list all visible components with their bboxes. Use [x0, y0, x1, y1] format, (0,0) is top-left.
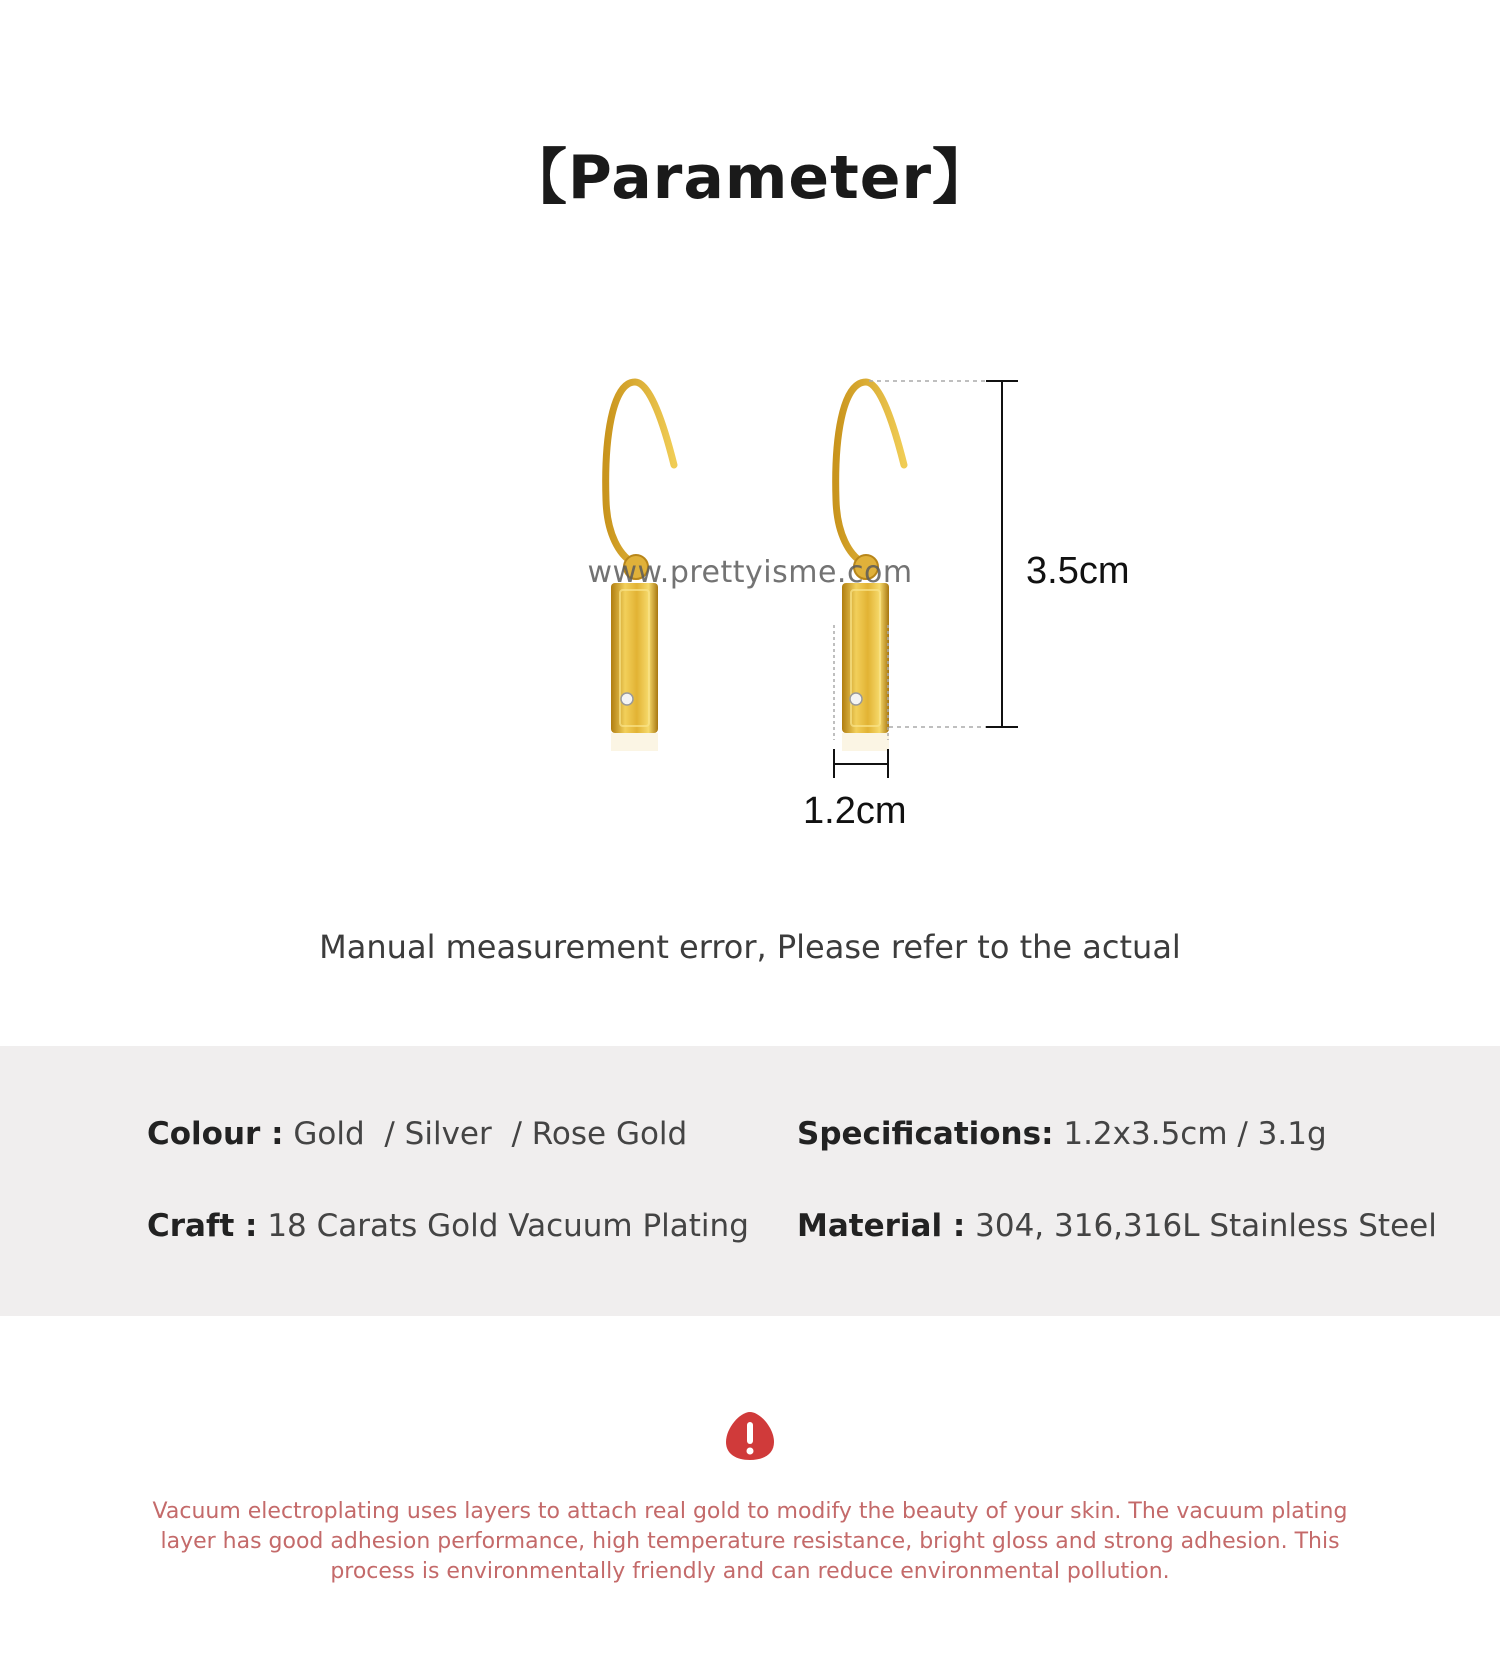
- spec-specifications-key: Specifications:: [797, 1116, 1054, 1152]
- earring-diagram: [0, 340, 1500, 860]
- spec-colour-value: Gold / Silver / Rose Gold: [293, 1116, 688, 1152]
- spec-material-value: 304, 316,316L Stainless Steel: [975, 1208, 1437, 1244]
- spec-craft: [147, 1208, 749, 1244]
- spec-craft-value: 18 Carats Gold Vacuum Plating: [267, 1208, 749, 1244]
- spec-specifications-value: 1.2x3.5cm / 3.1g: [1063, 1116, 1327, 1152]
- height-label: 3.5cm: [1026, 550, 1130, 592]
- spec-material: [797, 1208, 1437, 1244]
- exclamation-icon: [724, 1410, 776, 1462]
- spec-material-key: Material :: [797, 1208, 966, 1244]
- measurement-note: Manual measurement error, Please refer to the actual: [319, 928, 1181, 966]
- spec-colour-key: Colour :: [147, 1116, 284, 1152]
- spec-colour: [147, 1116, 687, 1152]
- watermark-text: www.prettyisme.com: [587, 555, 913, 590]
- height-dimension: [869, 381, 1018, 727]
- warning-text: Vacuum electroplating uses layers to attach real gold to modify the beauty of your skin. The vacuum plating layer has good adhesion performance, high temperature resistance, bright gloss and strong adhesion. This process is environmentally friendly and can reduce environmental pollution.: [152, 1499, 1348, 1584]
- spec-band: [0, 1046, 1500, 1316]
- page-title: 【Parameter】: [506, 143, 994, 213]
- width-label: 1.2cm: [803, 790, 907, 832]
- spec-specifications: [797, 1116, 1327, 1152]
- spec-craft-key: Craft :: [147, 1208, 258, 1244]
